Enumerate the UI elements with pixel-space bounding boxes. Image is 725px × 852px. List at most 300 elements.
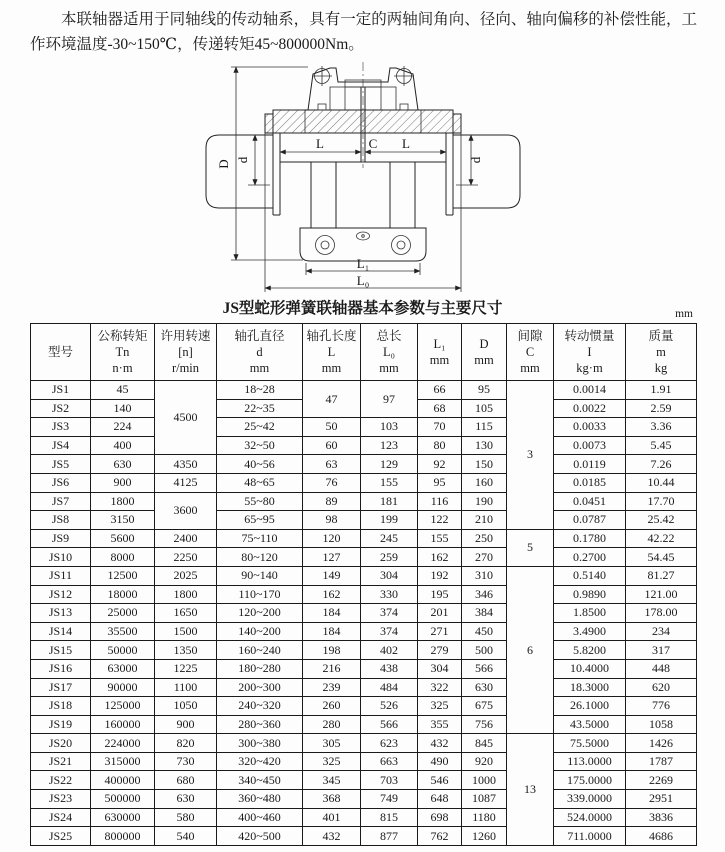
cell: 623 — [361, 734, 418, 753]
table-row — [31, 622, 697, 641]
cell: 0.5140 — [554, 566, 626, 585]
cell: 1225 — [155, 659, 217, 678]
merged-cell: 13 — [507, 734, 554, 846]
cell: 698 — [418, 808, 462, 827]
cell: 200~300 — [217, 678, 303, 697]
cell: 50000 — [91, 641, 155, 660]
cell: 756 — [462, 715, 507, 734]
cell: 1260 — [462, 827, 507, 846]
cell: 18~28 — [217, 381, 303, 400]
cell: 127 — [303, 548, 361, 567]
cell: 1058 — [626, 715, 697, 734]
cell: 330 — [361, 585, 418, 604]
cell: 25.42 — [626, 511, 697, 530]
cell: 490 — [418, 752, 462, 771]
cell: 675 — [462, 697, 507, 716]
table-row — [31, 381, 697, 400]
cell: JS24 — [31, 808, 91, 827]
cell: 384 — [462, 604, 507, 623]
cell: 184 — [303, 622, 361, 641]
cell: 648 — [418, 790, 462, 809]
cell: 89 — [303, 492, 361, 511]
cell: JS8 — [31, 511, 91, 530]
cell: 240~320 — [217, 697, 303, 716]
dim-label-L1: L₁ — [356, 256, 369, 271]
cell: JS15 — [31, 641, 91, 660]
cell: 322 — [418, 678, 462, 697]
merged-cell: 6 — [507, 566, 554, 733]
merged-cell: 3 — [507, 381, 554, 530]
cell: 0.1780 — [554, 529, 626, 548]
cell: JS1 — [31, 381, 91, 400]
cell: 400 — [91, 436, 155, 455]
cell: 432 — [303, 827, 361, 846]
cell: 526 — [361, 697, 418, 716]
cell: 280 — [303, 715, 361, 734]
cell: 877 — [361, 827, 418, 846]
table-row — [31, 455, 697, 474]
cell: 1180 — [462, 808, 507, 827]
cell: 162 — [303, 585, 361, 604]
cell: 400000 — [91, 771, 155, 790]
table-row — [31, 566, 697, 585]
column-header: L₁ mm — [418, 324, 462, 381]
cell: JS20 — [31, 734, 91, 753]
cell: 150 — [462, 455, 507, 474]
cell: 190 — [462, 492, 507, 511]
cell: 80~120 — [217, 548, 303, 567]
table-row — [31, 492, 697, 511]
cell: JS10 — [31, 548, 91, 567]
table-row — [31, 473, 697, 492]
cell: 260 — [303, 697, 361, 716]
cell: 4125 — [155, 473, 217, 492]
parameters-table — [30, 323, 697, 846]
cell: 25000 — [91, 604, 155, 623]
cell: 663 — [361, 752, 418, 771]
cell: 7.26 — [626, 455, 697, 474]
cell: 630 — [91, 455, 155, 474]
dim-label-L0: L₀ — [356, 273, 369, 288]
cell: 271 — [418, 622, 462, 641]
intro-paragraph: 本联轴器适用于同轴线的传动轴系，具有一定的两轴间角向、径向、轴向偏移的补偿性能，工作环境温度-30~150℃，传递转矩45~800000Nm。 — [30, 11, 697, 53]
cell: 129 — [361, 455, 418, 474]
cell: 360~480 — [217, 790, 303, 809]
cell: JS3 — [31, 418, 91, 437]
cell: 70 — [418, 418, 462, 437]
cell: 90~140 — [217, 566, 303, 585]
merged-cell: 3600 — [155, 492, 217, 529]
cell: 192 — [418, 566, 462, 585]
table-title-row — [30, 298, 695, 320]
cell: 12500 — [91, 566, 155, 585]
cell: 122 — [418, 511, 462, 530]
cell: 1800 — [155, 585, 217, 604]
cell: JS25 — [31, 827, 91, 846]
cell: 524.0000 — [554, 808, 626, 827]
table-unit-label: mm — [675, 308, 693, 320]
cell: 115 — [462, 418, 507, 437]
dim-label-L-left: L — [315, 136, 324, 151]
cell: JS2 — [31, 399, 91, 418]
cell: 401 — [303, 808, 361, 827]
cell: 1426 — [626, 734, 697, 753]
guard-bracket — [300, 162, 426, 261]
cell: 1.91 — [626, 381, 697, 400]
cell: 280~360 — [217, 715, 303, 734]
cell: 234 — [626, 622, 697, 641]
cell: 815 — [361, 808, 418, 827]
cell: 317 — [626, 641, 697, 660]
cell: JS19 — [31, 715, 91, 734]
cell: 50 — [303, 418, 361, 437]
cell: 1650 — [155, 604, 217, 623]
cell: JS12 — [31, 585, 91, 604]
cell: 0.0451 — [554, 492, 626, 511]
cell: 81.27 — [626, 566, 697, 585]
column-header: 型号 — [31, 324, 91, 381]
cell: 5600 — [91, 529, 155, 548]
cell: 2025 — [155, 566, 217, 585]
cell: 5.45 — [626, 436, 697, 455]
cell: 2250 — [155, 548, 217, 567]
merged-cell: 97 — [361, 381, 418, 418]
cell: 259 — [361, 548, 418, 567]
cell: 245 — [361, 529, 418, 548]
cell: 195 — [418, 585, 462, 604]
cell: 224 — [91, 418, 155, 437]
dim-label-d-right: d — [467, 156, 483, 164]
cell: 103 — [361, 418, 418, 437]
cell: 113.0000 — [554, 752, 626, 771]
cell: 484 — [361, 678, 418, 697]
cell: 374 — [361, 604, 418, 623]
cell: 776 — [626, 697, 697, 716]
cell: 224000 — [91, 734, 155, 753]
cell: JS11 — [31, 566, 91, 585]
cell: JS18 — [31, 697, 91, 716]
table-body — [31, 381, 697, 846]
cell: JS4 — [31, 436, 91, 455]
cell: 304 — [361, 566, 418, 585]
column-header: 质量 m kg — [626, 324, 697, 381]
column-header: 公称转矩 Tn n·m — [91, 324, 155, 381]
cell: 279 — [418, 641, 462, 660]
cell: 201 — [418, 604, 462, 623]
cell: JS23 — [31, 790, 91, 809]
cell: 711.0000 — [554, 827, 626, 846]
cell: 0.0185 — [554, 473, 626, 492]
cell: 920 — [462, 752, 507, 771]
coupling-drawing — [173, 60, 553, 294]
cell: JS6 — [31, 473, 91, 492]
cell: 500000 — [91, 790, 155, 809]
cell: 45 — [91, 381, 155, 400]
cell: 0.0033 — [554, 418, 626, 437]
cell: 630 — [155, 790, 217, 809]
cell: 2269 — [626, 771, 697, 790]
cell: JS21 — [31, 752, 91, 771]
cell: 1100 — [155, 678, 217, 697]
dim-label-C: C — [368, 136, 377, 151]
cell: 820 — [155, 734, 217, 753]
cell: 184 — [303, 604, 361, 623]
cell: 98 — [303, 511, 361, 530]
cell: 40~56 — [217, 455, 303, 474]
column-header: 转动惯量 I kg·m — [554, 324, 626, 381]
cell: 546 — [418, 771, 462, 790]
cell: 0.0787 — [554, 511, 626, 530]
table-row — [31, 604, 697, 623]
cell: 160 — [462, 473, 507, 492]
cell: 1500 — [155, 622, 217, 641]
cell: 2400 — [155, 529, 217, 548]
cell: 3150 — [91, 511, 155, 530]
cell: 4686 — [626, 827, 697, 846]
cell: 325 — [303, 752, 361, 771]
cell: 315000 — [91, 752, 155, 771]
merged-cell: 5 — [507, 529, 554, 566]
dimension-D — [216, 67, 308, 260]
cell: 120~200 — [217, 604, 303, 623]
cell: 1787 — [626, 752, 697, 771]
cell: 1800 — [91, 492, 155, 511]
cell: 123 — [361, 436, 418, 455]
cell: 900 — [91, 473, 155, 492]
dim-label-D: D — [215, 159, 231, 169]
cell: 300~380 — [217, 734, 303, 753]
cell: 95 — [462, 381, 507, 400]
cell: 198 — [303, 641, 361, 660]
cell: JS13 — [31, 604, 91, 623]
table-row — [31, 715, 697, 734]
cell: 310 — [462, 566, 507, 585]
cell: 3.4900 — [554, 622, 626, 641]
cell: 92 — [418, 455, 462, 474]
cell: 95 — [418, 473, 462, 492]
cell: 420~500 — [217, 827, 303, 846]
cell: 580 — [155, 808, 217, 827]
cell: 178.00 — [626, 604, 697, 623]
cell: 55~80 — [217, 492, 303, 511]
cell: 845 — [462, 734, 507, 753]
cell: 60 — [303, 436, 361, 455]
cell: 18.3000 — [554, 678, 626, 697]
cell: 125000 — [91, 697, 155, 716]
dim-label-d-left: d — [234, 156, 250, 164]
column-header: 许用转速 [n] r/min — [155, 324, 217, 381]
cell: 680 — [155, 771, 217, 790]
table-row — [31, 529, 697, 548]
cell: 0.0014 — [554, 381, 626, 400]
merged-cell: 47 — [303, 381, 361, 418]
cell: 800000 — [91, 827, 155, 846]
cell: 304 — [418, 659, 462, 678]
cell: 90000 — [91, 678, 155, 697]
cell: 155 — [418, 529, 462, 548]
cell: 500 — [462, 641, 507, 660]
cell: 48~65 — [217, 473, 303, 492]
cell: 1087 — [462, 790, 507, 809]
cell: 162 — [418, 548, 462, 567]
cell: 140 — [91, 399, 155, 418]
cell: 1000 — [462, 771, 507, 790]
cell: 160~240 — [217, 641, 303, 660]
cell: 239 — [303, 678, 361, 697]
cell: 63 — [303, 455, 361, 474]
table-row — [31, 827, 697, 846]
column-header: D mm — [462, 324, 507, 381]
cell: 0.0022 — [554, 399, 626, 418]
table-row — [31, 752, 697, 771]
cell: 432 — [418, 734, 462, 753]
table-row — [31, 418, 697, 437]
column-header: 轴孔长度 L mm — [303, 324, 361, 381]
table-row — [31, 678, 697, 697]
cell: 110~170 — [217, 585, 303, 604]
cell: 130 — [462, 436, 507, 455]
cell: 1350 — [155, 641, 217, 660]
cell: 26.1000 — [554, 697, 626, 716]
cell: 0.2700 — [554, 548, 626, 567]
table-row — [31, 548, 697, 567]
cell: JS5 — [31, 455, 91, 474]
cell: 54.45 — [626, 548, 697, 567]
cell: 2951 — [626, 790, 697, 809]
table-header-row — [31, 324, 697, 381]
cell: JS7 — [31, 492, 91, 511]
technical-drawing-area — [0, 57, 725, 296]
cell: 438 — [361, 659, 418, 678]
cell: 181 — [361, 492, 418, 511]
column-header: 总长 L₀ mm — [361, 324, 418, 381]
cell: 43.5000 — [554, 715, 626, 734]
cell: 325 — [418, 697, 462, 716]
cell: 149 — [303, 566, 361, 585]
cell: 1.8500 — [554, 604, 626, 623]
cell: 216 — [303, 659, 361, 678]
cell: 199 — [361, 511, 418, 530]
cell: JS16 — [31, 659, 91, 678]
cell: 450 — [462, 622, 507, 641]
cell: 270 — [462, 548, 507, 567]
merged-cell: 4500 — [155, 381, 217, 455]
cell: 105 — [462, 399, 507, 418]
cell: 630000 — [91, 808, 155, 827]
cell: 65~95 — [217, 511, 303, 530]
cell: 400~460 — [217, 808, 303, 827]
cell: 620 — [626, 678, 697, 697]
cell: 374 — [361, 622, 418, 641]
cell: 0.0119 — [554, 455, 626, 474]
cell: 5.8200 — [554, 641, 626, 660]
table-row — [31, 734, 697, 753]
cell: 18000 — [91, 585, 155, 604]
cell: 75~110 — [217, 529, 303, 548]
cell: 35500 — [91, 622, 155, 641]
cell: 448 — [626, 659, 697, 678]
cell: JS17 — [31, 678, 91, 697]
left-shaft — [206, 133, 280, 215]
cell: 32~50 — [217, 436, 303, 455]
cell: 121.00 — [626, 585, 697, 604]
cell: 0.9890 — [554, 585, 626, 604]
cell: 175.0000 — [554, 771, 626, 790]
cell: 66 — [418, 381, 462, 400]
cell: 3.36 — [626, 418, 697, 437]
table-row — [31, 436, 697, 455]
cell: 155 — [361, 473, 418, 492]
table-row — [31, 790, 697, 809]
cell: 703 — [361, 771, 418, 790]
dimension-d-right — [456, 135, 483, 185]
cell: 2.59 — [626, 399, 697, 418]
cell: 566 — [361, 715, 418, 734]
cell: 10.44 — [626, 473, 697, 492]
cell: 355 — [418, 715, 462, 734]
table-row — [31, 641, 697, 660]
table-row — [31, 808, 697, 827]
cell: 250 — [462, 529, 507, 548]
table-row — [31, 771, 697, 790]
cell: 4350 — [155, 455, 217, 474]
cell: 762 — [418, 827, 462, 846]
cell: 80 — [418, 436, 462, 455]
cell: 345 — [303, 771, 361, 790]
table-row — [31, 659, 697, 678]
cell: 339.0000 — [554, 790, 626, 809]
cell: 180~280 — [217, 659, 303, 678]
right-shaft — [446, 133, 520, 215]
cell: 63000 — [91, 659, 155, 678]
cell: 120 — [303, 529, 361, 548]
cell: 17.70 — [626, 492, 697, 511]
cell: 68 — [418, 399, 462, 418]
cell: 75.5000 — [554, 734, 626, 753]
cell: 0.0073 — [554, 436, 626, 455]
cell: JS9 — [31, 529, 91, 548]
cell: 22~35 — [217, 399, 303, 418]
cell: 10.4000 — [554, 659, 626, 678]
cell: 566 — [462, 659, 507, 678]
cell: 368 — [303, 790, 361, 809]
cell: 320~420 — [217, 752, 303, 771]
cell: 116 — [418, 492, 462, 511]
cell: 76 — [303, 473, 361, 492]
cell: 8000 — [91, 548, 155, 567]
cell: 340~450 — [217, 771, 303, 790]
cell: 346 — [462, 585, 507, 604]
cell: 140~200 — [217, 622, 303, 641]
cell: 540 — [155, 827, 217, 846]
cell: JS22 — [31, 771, 91, 790]
table-row — [31, 511, 697, 530]
cell: 305 — [303, 734, 361, 753]
cell: 3836 — [626, 808, 697, 827]
cell: 900 — [155, 715, 217, 734]
column-header: 轴孔直径 d mm — [217, 324, 303, 381]
cell: 730 — [155, 752, 217, 771]
cell: 1050 — [155, 697, 217, 716]
column-header: 间隙 C mm — [507, 324, 554, 381]
table-row — [31, 585, 697, 604]
cell: 402 — [361, 641, 418, 660]
cell: 25~42 — [217, 418, 303, 437]
dim-label-L-right: L — [401, 136, 410, 151]
cell: 749 — [361, 790, 418, 809]
cell: 42.22 — [626, 529, 697, 548]
cell: 630 — [462, 678, 507, 697]
